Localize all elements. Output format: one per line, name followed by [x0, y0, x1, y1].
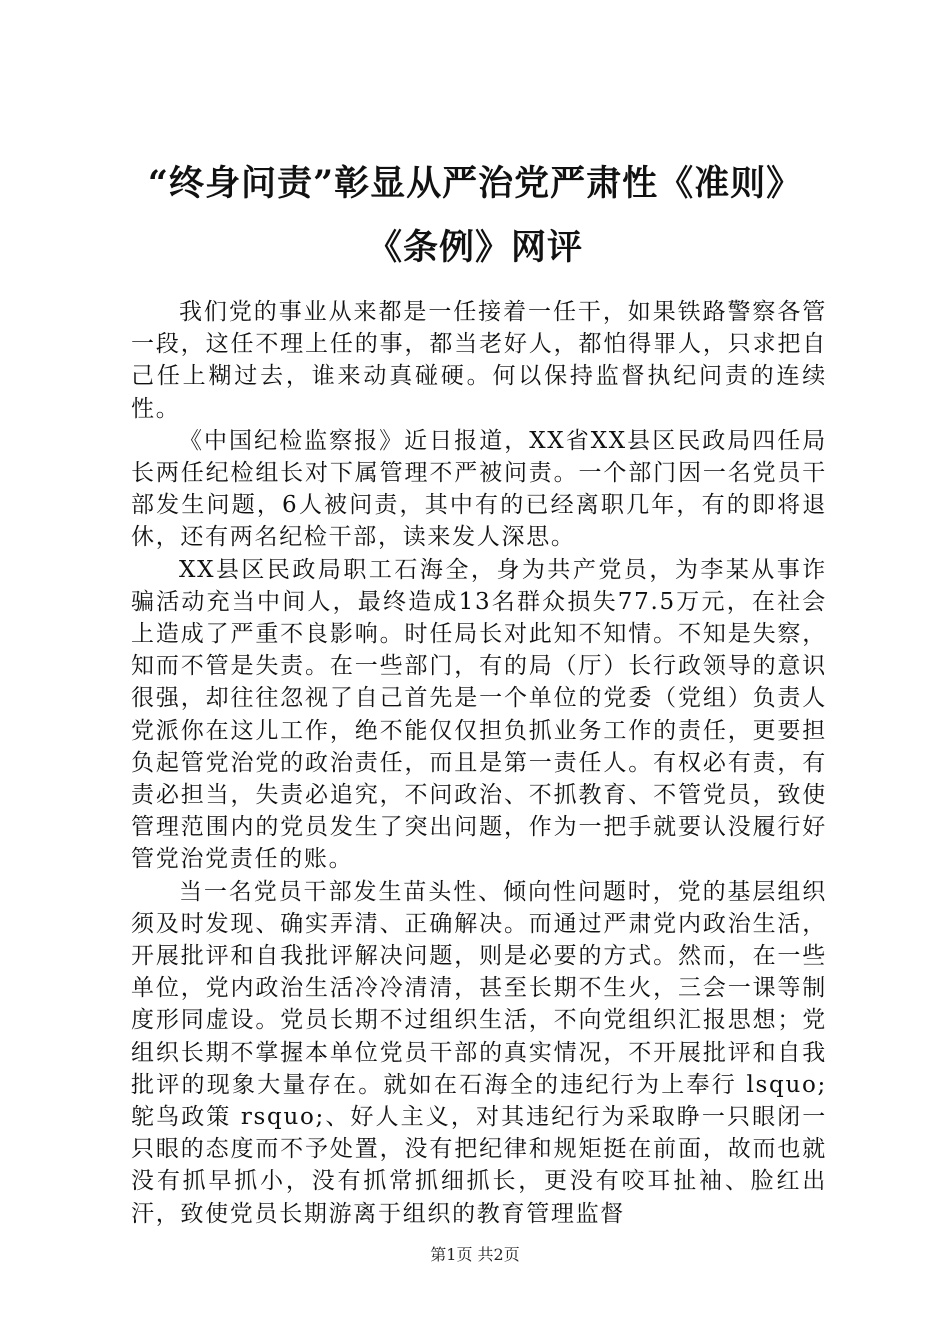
document-body [131, 296, 827, 1230]
paragraph-1: 我们党的事业从来都是一任接着一任干，如果铁路警察各管一段，这任不理上任的事，都当老好人，都怕得罪人，只求把自己任上糊过去，谁来动真碰硬。何以保持监督执纪问责的连续性。 [131, 299, 827, 422]
document-title-line-1: “终身问责”彰显从严治党严肃性《准则》 [147, 163, 803, 204]
paragraph-4: 当一名党员干部发生苗头性、倾向性问题时，党的基层组织须及时发现、确实弄清、正确解决。而通过严肃党内政治生活，开展批评和自我批评解决问题，则是必要的方式。然而，在一些单位，党内政治生活冷冷清清，甚至长期不生火，三会一课等制度形同虚设。党员长期不过组织生活，不向党组织汇报思想；党组织长期不掌握本单位党员干部的真实情况，不开展批评和自我批评的现象大量存在。就如在石海全的违纪行为上奉行 lsquo;鸵鸟政策 rsquo;、好人主义，对其违纪行为采取睁一只眼闭一只眼的态度而不予处置，没有把纪律和规矩挺在前面，故而也就没有抓早抓小，没有抓常抓细抓长，更没有咬耳扯袖、脸红出汗，致使党员长期游离于组织的教育管理监督 [131, 878, 827, 1227]
paragraph-2: 《中国纪检监察报》近日报道，XX省XX县区民政局四任局长两任纪检组长对下属管理不严被问责。一个部门因一名党员干部发生问题，6人被问责，其中有的已经离职几年，有的即将退休，还有两名纪检干部，读来发人深思。 [131, 427, 827, 551]
page-number-footer: 第1页 共2页 [430, 1245, 520, 1264]
paragraph-3: XX县区民政局职工石海全，身为共产党员，为李某从事诈骗活动充当中间人，最终造成13名群众损失77.5万元，在社会上造成了严重不良影响。时任局长对此知不知情。不知是失察，知而不管是失责。在一些部门，有的局（厅）长行政领导的意识很强，却往往忽视了自己首先是一个单位的党委（党组）负责人党派你在这儿工作，绝不能仅仅担负抓业务工作的责任，更要担负起管党治党的政治责任，而且是第一责任人。有权必有责，有责必担当，失责必追究，不问政治、不抓教育、不管党员，致使管理范围内的党员发生了突出问题，作为一把手就要认没履行好管党治党责任的账。 [131, 556, 827, 873]
document-title-line-2: 《条例》网评 [366, 227, 583, 268]
